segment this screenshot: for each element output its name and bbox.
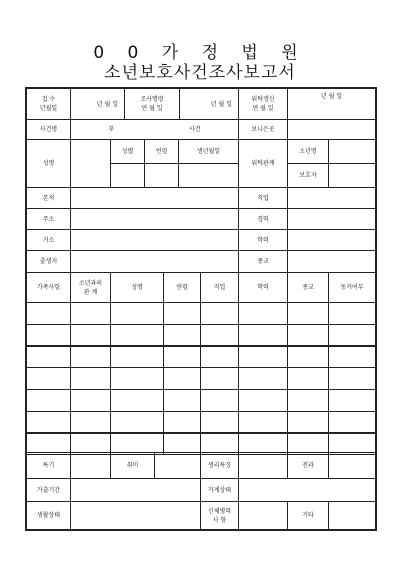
job-label: 직업 [238,187,288,209]
family-row-cell [238,302,288,325]
family-row-cell [110,302,164,325]
career-label: 경력 [238,208,288,230]
physical-value [238,501,288,530]
name-value [70,139,111,188]
family-row-cell [70,367,111,390]
career-value [287,208,376,230]
residence-value [70,229,239,251]
guardian-place-label: 보니은곳 [238,119,288,140]
education-value [287,229,376,251]
family-row-cell [328,411,376,434]
case-label: 사건명 [26,119,71,140]
family-col-name: 성명 [110,272,164,303]
age-value [144,163,179,188]
feature-label: 특기 [26,452,71,479]
domicile-value [70,187,239,209]
family-row-cell [200,367,239,390]
family-row-cell [328,367,376,390]
education-label: 학력 [238,229,288,251]
family-row-cell [163,345,201,368]
family-col-cohabit: 동거여부 [328,272,376,303]
family-row-cell [328,389,376,412]
family-row-cell [26,389,71,412]
family-row-cell [238,411,288,434]
family-col-relation: 소년과의 관 계 [70,272,111,303]
court-title: 0 0 가 정 법 원 [93,43,307,63]
family-row-cell [110,324,164,347]
household-label: 가계상태 [200,478,239,502]
family-label: 가족사항 [26,272,71,303]
consign-date-value: 년 월 일 [287,88,376,120]
report-title: 소년보호사건조사보고서 [104,63,296,83]
family-row-cell [26,367,71,390]
birth-label: 생년월일 [178,139,239,164]
family-row-cell [163,367,201,390]
family-row-cell [110,411,164,434]
family-col-job: 직업 [200,272,239,303]
family-row-cell [287,389,329,412]
life-label: 생활상태 [26,501,71,530]
family-row-cell [110,345,164,368]
family-row-cell [70,324,111,347]
family-row-cell [163,324,201,347]
family-row-cell [287,345,329,368]
runaway-label: 가출기간 [26,478,71,502]
family-row-cell [287,324,329,347]
feature-value [70,452,111,479]
religion-label: 종교 [238,250,288,273]
habit-value [238,452,288,479]
family-col-age: 연령 [163,272,201,303]
habit-label: 생리특징 [200,452,239,479]
etc-label: 기타 [287,501,329,530]
family-row-cell [200,345,239,368]
family-row-cell [26,345,71,368]
hobby-value [154,452,201,479]
family-row-cell [328,324,376,347]
relation-label: 위탁관계 [238,139,288,188]
birth-value [178,163,239,188]
family-row-cell [163,389,201,412]
address-value [70,208,239,230]
family-row-cell [238,389,288,412]
family-row-cell [70,345,111,368]
record-value [328,452,376,479]
case-value [70,119,239,140]
receipt-date-label: 접 수 년월일 [26,88,71,120]
family-row-cell [328,302,376,325]
family-col-education: 학력 [238,272,288,303]
receipt-date-value: 년 월 일 [70,88,125,120]
gender-value [110,163,145,188]
guardian-place-value [287,119,376,140]
family-row-cell [70,411,111,434]
physical-label: 신체병력 사 항 [200,501,239,530]
name-label: 성명 [26,139,71,188]
etc-value [328,501,376,530]
life-value [70,501,201,530]
gender-label: 성별 [110,139,145,164]
consign-date-label: 위탁갱신 연 월 일 [238,88,288,120]
domicile-label: 본적 [26,187,71,209]
family-row-cell [328,345,376,368]
family-row-cell [238,367,288,390]
birthplace-value [70,250,239,273]
juvenile-label: 소년명 [287,139,329,164]
family-row-cell [70,302,111,325]
order-date-label: 조사명령 연 월 일 [124,88,180,120]
family-row-cell [163,411,201,434]
family-row-cell [200,302,239,325]
family-row-cell [287,367,329,390]
job-value [287,187,376,209]
family-row-cell [238,345,288,368]
guardian-label: 보호자 [287,163,329,188]
residence-label: 거소 [26,229,71,251]
family-row-cell [26,324,71,347]
family-row-cell [110,367,164,390]
family-row-cell [200,389,239,412]
guardian-value [328,163,376,188]
case-prefix: 푸 [108,126,115,133]
order-date-value: 년 월 일 [179,88,239,120]
age-label: 연령 [144,139,179,164]
family-row-cell [200,411,239,434]
address-label: 주소 [26,208,71,230]
family-row-cell [238,324,288,347]
record-label: 전과 [287,452,329,479]
family-row-cell [287,411,329,434]
religion-value [287,250,376,273]
family-row-cell [200,324,239,347]
runaway-value [70,478,201,502]
family-row-cell [26,411,71,434]
birthplace-label: 출생지 [26,250,71,273]
family-row-cell [70,389,111,412]
family-col-religion: 종교 [287,272,329,303]
family-row-cell [110,389,164,412]
case-suffix: 사건 [188,126,201,133]
household-value [238,478,376,502]
juvenile-value [328,139,376,164]
family-row-cell [26,302,71,325]
family-row-cell [287,302,329,325]
hobby-label: 취미 [110,452,155,479]
family-row-cell [163,302,201,325]
